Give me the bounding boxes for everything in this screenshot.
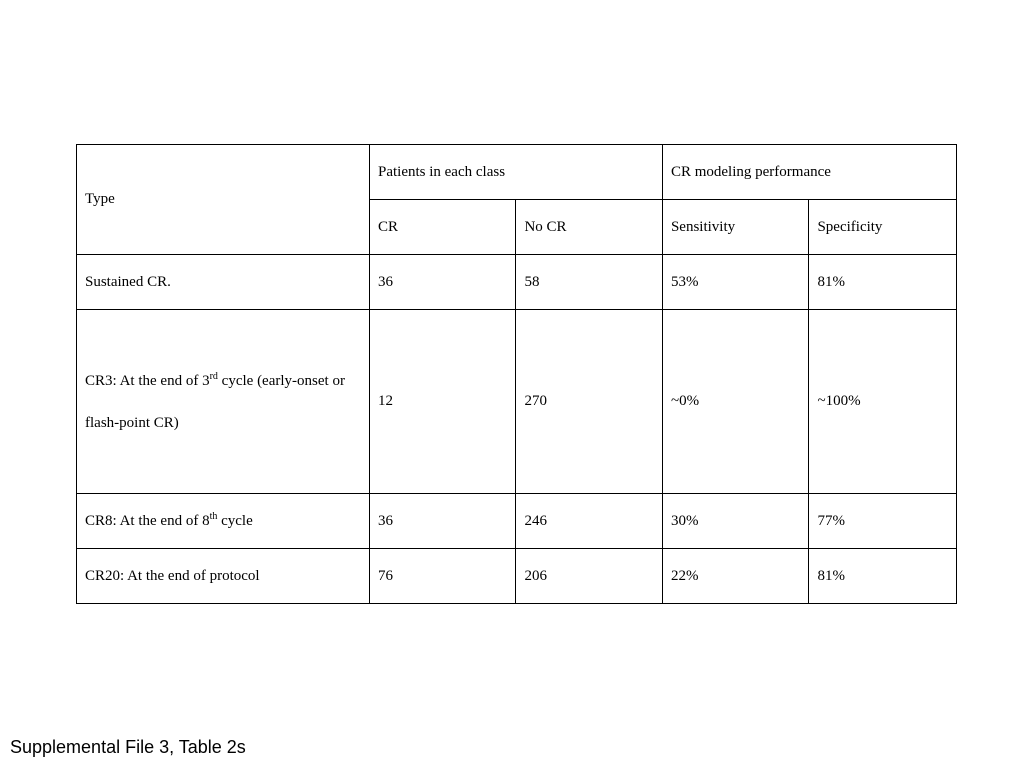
row-type-text: CR3: At the end of 3 — [85, 372, 210, 389]
row-cr: 12 — [369, 310, 515, 494]
row-type-ordinal: rd — [209, 370, 218, 382]
row-specificity: 81% — [809, 549, 957, 604]
table-row — [77, 494, 957, 549]
row-no-cr: 58 — [516, 255, 663, 310]
row-type-ordinal: th — [209, 510, 218, 522]
row-no-cr: 246 — [516, 494, 663, 549]
slide-caption: Supplemental File 3, Table 2s — [10, 737, 246, 757]
header-performance-group: CR modeling performance — [662, 145, 956, 200]
results-table — [76, 144, 957, 604]
row-cr: 36 — [369, 494, 515, 549]
row-no-cr: 206 — [516, 549, 663, 604]
row-type: CR20: At the end of protocol — [77, 549, 370, 604]
row-type: Sustained CR. — [77, 255, 370, 310]
row-type-text: CR8: At the end of 8 — [85, 512, 210, 529]
row-sensitivity: 22% — [662, 549, 808, 604]
row-cr: 76 — [369, 549, 515, 604]
row-sensitivity: 53% — [662, 255, 808, 310]
header-sensitivity: Sensitivity — [662, 200, 808, 255]
row-specificity: 81% — [809, 255, 957, 310]
table-row — [77, 255, 957, 310]
table-row — [77, 549, 957, 604]
row-type-text-rest: cycle — [217, 512, 253, 529]
row-type — [77, 494, 370, 549]
header-type: Type — [77, 145, 370, 255]
table-row — [77, 310, 957, 494]
header-specificity: Specificity — [809, 200, 957, 255]
row-no-cr: 270 — [516, 310, 663, 494]
row-specificity: ~100% — [809, 310, 957, 494]
row-sensitivity: ~0% — [662, 310, 808, 494]
header-no-cr: No CR — [516, 200, 663, 255]
row-sensitivity: 30% — [662, 494, 808, 549]
header-cr: CR — [369, 200, 515, 255]
row-type — [77, 310, 370, 494]
row-type-text-rest: cycle (early-onset or flash-point CR) — [85, 372, 345, 431]
header-row-top — [77, 145, 957, 200]
row-cr: 36 — [369, 255, 515, 310]
header-patients-group: Patients in each class — [369, 145, 662, 200]
row-specificity: 77% — [809, 494, 957, 549]
